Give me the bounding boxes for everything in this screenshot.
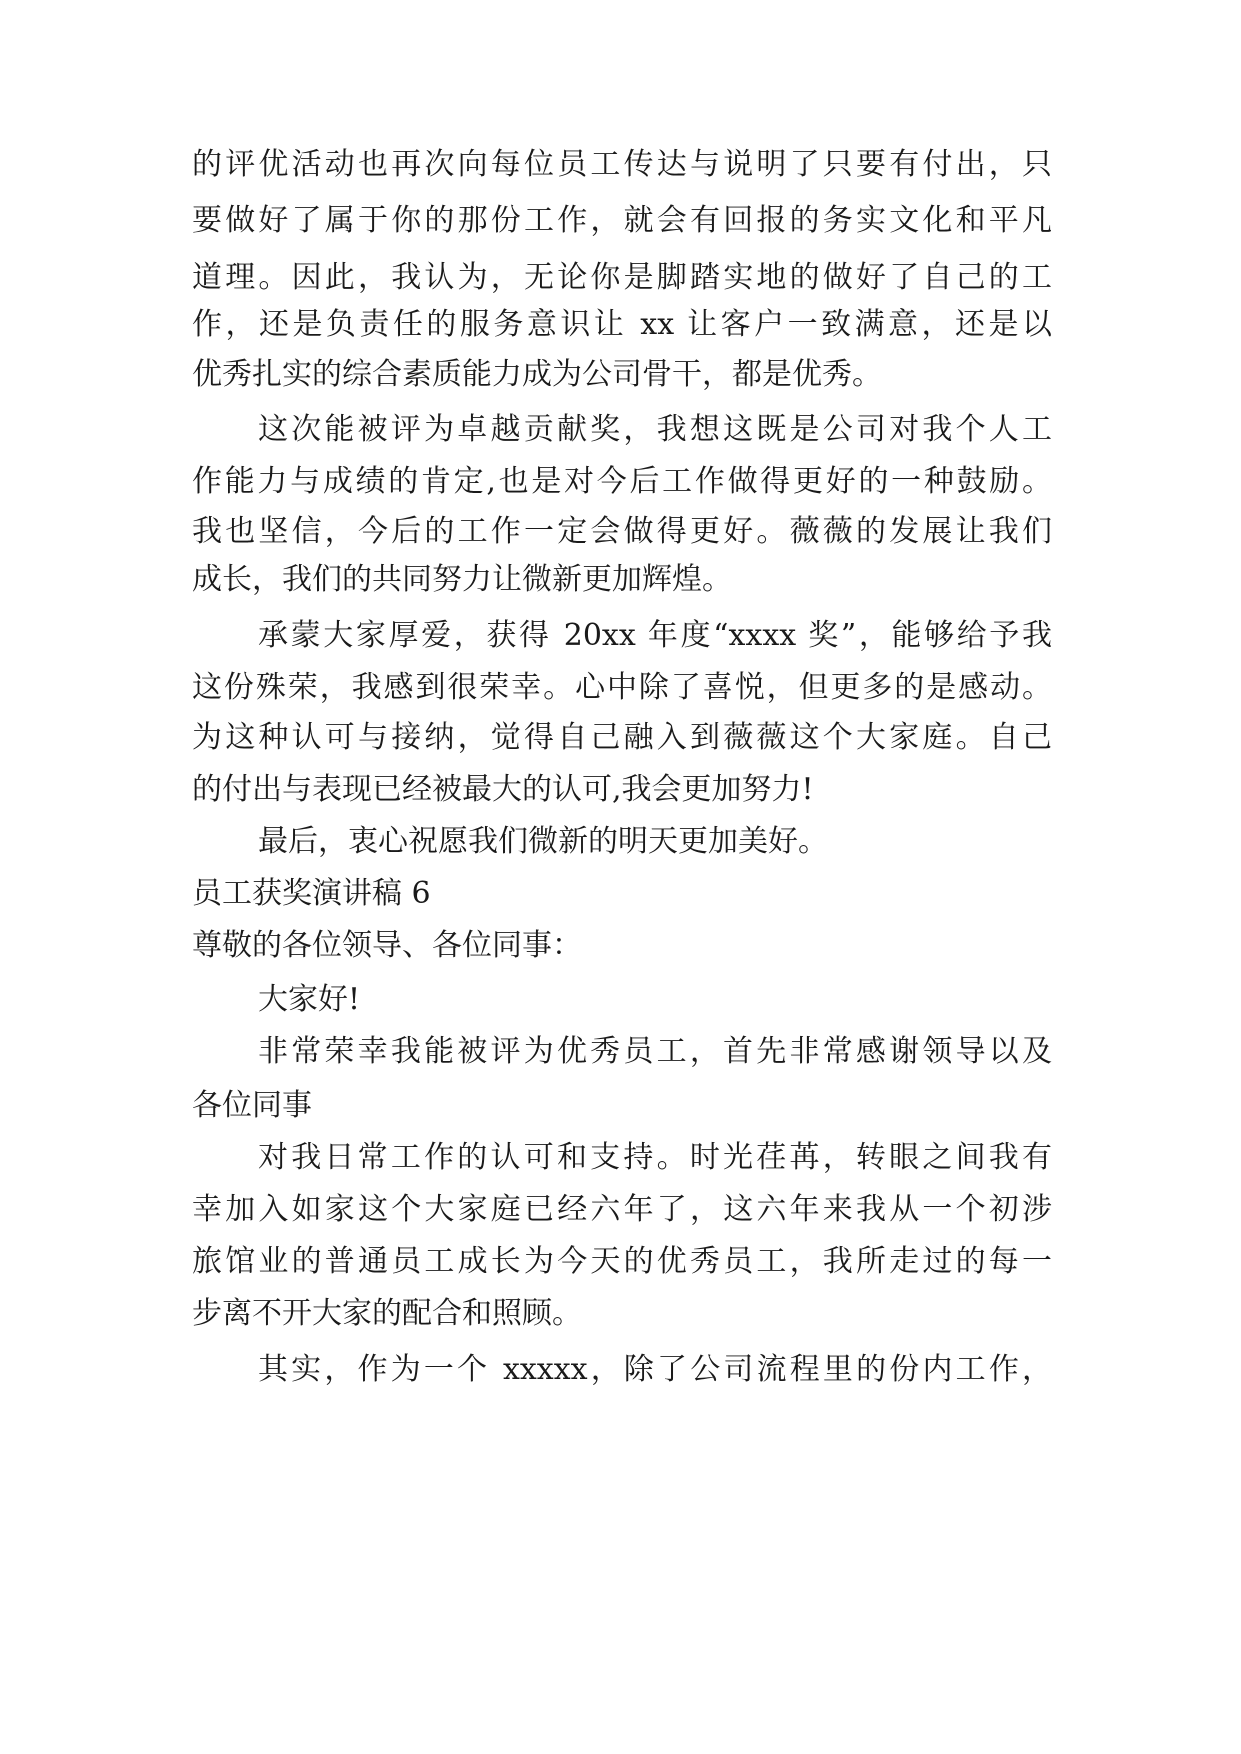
paragraph-first-line: 对我日常工作的认可和支持。时光荏苒，转眼之间我有 <box>258 1140 1052 1175</box>
paragraph-first-line: 承蒙大家厚爱，获得 20xx 年度“xxxx 奖”，能够给予我 <box>258 618 1052 653</box>
body-text-line: 道理。因此，我认为，无论你是脚踏实地的做好了自己的工 <box>192 260 1052 295</box>
section-heading: 员工获奖演讲稿 6 <box>192 876 431 911</box>
body-text-line: 旅馆业的普通员工成长为今天的优秀员工，我所走过的每一 <box>192 1244 1052 1279</box>
body-text-line: 的评优活动也再次向每位员工传达与说明了只要有付出，只 <box>192 147 1052 182</box>
body-text-line: 要做好了属于你的那份工作，就会有回报的务实文化和平凡 <box>192 203 1052 238</box>
paragraph-first-line: 最后，衷心祝愿我们微新的明天更加美好。 <box>258 824 828 859</box>
body-text-line: 成长，我们的共同努力让微新更加辉煌。 <box>192 562 732 597</box>
greeting: 大家好! <box>258 982 361 1017</box>
paragraph-first-line: 其实，作为一个 xxxxx，除了公司流程里的份内工作， <box>258 1352 1052 1387</box>
body-text-line: 作，还是负责任的服务意识让 xx 让客户一致满意，还是以 <box>192 307 1052 342</box>
body-text-line: 优秀扎实的综合素质能力成为公司骨干，都是优秀。 <box>192 357 882 392</box>
body-text-line: 各位同事 <box>192 1088 312 1123</box>
paragraph-first-line: 非常荣幸我能被评为优秀员工，首先非常感谢领导以及 <box>258 1034 1052 1069</box>
body-text-line: 幸加入如家这个大家庭已经六年了，这六年来我从一个初涉 <box>192 1192 1052 1227</box>
body-text-line: 的付出与表现已经被最大的认可,我会更加努力! <box>192 772 814 807</box>
body-text-line: 为这种认可与接纳，觉得自己融入到薇薇这个大家庭。自己 <box>192 720 1052 755</box>
salutation: 尊敬的各位领导、各位同事： <box>192 928 582 963</box>
body-text-line: 作能力与成绩的肯定,也是对今后工作做得更好的一种鼓励。 <box>192 464 1052 499</box>
body-text-line: 步离不开大家的配合和照顾。 <box>192 1296 582 1331</box>
body-text-line: 我也坚信，今后的工作一定会做得更好。薇薇的发展让我们 <box>192 514 1052 549</box>
paragraph-first-line: 这次能被评为卓越贡献奖，我想这既是公司对我个人工 <box>258 412 1052 447</box>
body-text-line: 这份殊荣，我感到很荣幸。心中除了喜悦，但更多的是感动。 <box>192 670 1052 705</box>
